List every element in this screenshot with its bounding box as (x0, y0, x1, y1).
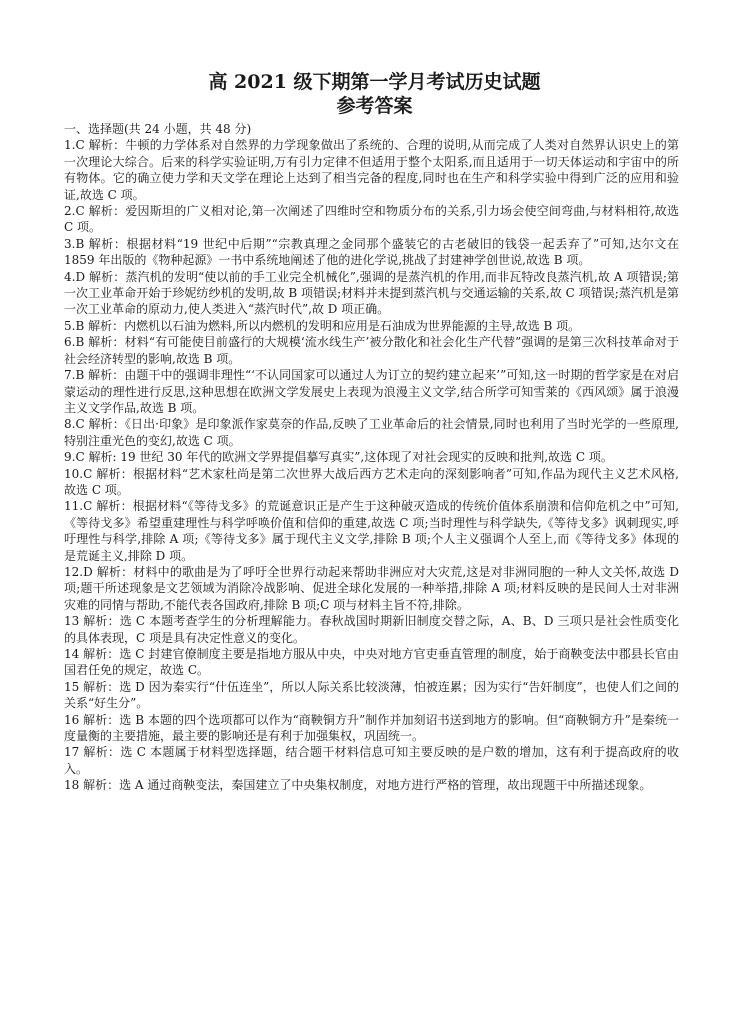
answer-number: 10.C (64, 466, 93, 481)
answer-number: 2.C (64, 204, 85, 219)
answer-explanation: 本题属于材料型选择题，结合题干材料信息可知主要反映的是户数的增加，这有利于提高政府的收入。 (64, 745, 679, 776)
answer-number: 14 解析：选 C (64, 647, 145, 661)
answer-item (64, 613, 679, 646)
answer-explanation: 解析：材料“有可能使目前盛行的大规模‘流水线生产’被分散化和社会化生产代替”强调的是第三次科技革命对于社会经济转型的影响,故选 B 项。 (64, 335, 679, 366)
answer-explanation: 解析：根据材料“《等待戈多》的荒诞意识正是产生于这种破灭造成的传统价值体系崩溃和信仰危机之中”可知,《等待戈多》希望重建理性与科学呼唤价值和信仰的重建,故选 C 项;当时理性与科学缺失,《等待戈多》讽刺现实,呼吁理性与科学,排除 A 项;《等待戈多》属于现代主义文学,排除 B 项;个人主义强调个人至上,而《等待戈多》体现的是荒诞主义,排除 D 项。 (64, 499, 679, 563)
answer-item (64, 498, 679, 564)
answer-item (64, 646, 679, 679)
answer-item (64, 236, 679, 269)
answer-explanation: 解析：由题干中的强调非理性“‘不认同国家可以通过人为订立的契约建立起来’”可知,这一时期的哲学家是在对启蒙运动的理性进行反思,这种思想在欧洲文学发展史上表现为浪漫主义文学,结合所学可知雪莱的《西风颂》属于浪漫主义文学作品,故选 B 项。 (64, 368, 679, 415)
answer-item (64, 137, 679, 203)
answer-explanation: 封建官僚制度主要是指地方服从中央，中央对地方官吏垂直管理的制度，始于商鞅变法中郡县长官由国君任免的规定，故选 C。 (64, 647, 679, 678)
answer-number: 18 解析：选 A (64, 778, 144, 793)
answer-number: 15 解析：选 D (64, 679, 145, 694)
answer-explanation: 解析：蒸汽机的发明“使以前的手工业完全机械化”,强调的是蒸汽机的作用,而非瓦特改良蒸汽机,故 A 项错误;第一次工业革命开始于珍妮纺纱机的发明,故 B 项错误;材料并未提到蒸汽机与交通运输的关系,故 C 项错误;蒸汽机是第一次工业革命的原动力,使人类进入“蒸汽时代”,故 D 项正确。 (64, 269, 679, 317)
answer-number: 17 解析：选 C (64, 745, 146, 760)
answer-item (64, 777, 679, 793)
answer-number: 9.C (64, 450, 85, 465)
answer-explanation: 解析：内燃机以石油为燃料,所以内燃机的发明和应用是石油成为世界能源的主导,故选 B 项。 (84, 318, 581, 333)
answer-number: 16 解析：选 B (64, 712, 145, 727)
answer-explanation: 因为秦实行“什伍连坐”，所以人际关系比较淡薄，怕被连累；因为实行“告奸制度”，也使人们之间的关系“好生分”。 (64, 679, 679, 711)
answer-item (64, 367, 679, 416)
answer-explanation: 通过商鞅变法，秦国建立了中央集权制度，对地方进行严格的管理，故出现题干中所描述现象。 (143, 778, 652, 793)
answer-item (64, 318, 679, 334)
answer-explanation: 解析：材料中的歌曲是为了呼吁全世界行动起来帮助非洲应对大灾荒,这是对非洲同胞的一种人文关怀,故选 D 项;题干所述现象是文艺领域为消除冷战影响、促进全球化发展的一种举措,排除 A 项;材料反映的是民间人士对非洲灾难的同情与帮助,不能代表各国政府,排除 B 项;C 项与材料主旨不符,排除。 (64, 564, 679, 612)
answer-item (64, 416, 679, 449)
answer-number: 12.D (64, 564, 93, 579)
answer-item (64, 203, 679, 236)
answer-number: 3.B (64, 236, 85, 251)
answer-explanation: 本题考查学生的分析理解能力。春秋战国时期新旧制度交替之际，A、B、D 三项只是社会性质变化的具体表现，C 项是具有决定性意义的变化。 (64, 614, 679, 645)
answer-item (64, 744, 679, 777)
answer-explanation: 解析：根据材料“艺术家杜尚是第二次世界大战后西方艺术走向的深刻影响者”可知,作品为现代主义艺术风格,故选 C 项。 (64, 466, 679, 497)
answer-number: 8.C (64, 417, 85, 432)
answer-item (64, 449, 679, 465)
answer-item (64, 564, 679, 613)
answer-explanation: 解析：根据材料“19 世纪中后期”“宗教真理之金同那个盛装它的古老破旧的钱袋一起丢弃了”可知,达尔文在 1859 年出版的《物种起源》一书中系统地阐述了他的进化学说,挑战了封建神学创世说,故选 B 项。 (64, 236, 679, 268)
answer-sheet-page (64, 70, 679, 794)
answer-number: 11.C (64, 499, 93, 514)
answer-explanation: 解析：牛顿的力学体系对自然界的力学现象做出了系统的、合理的说明,从而完成了人类对自然界认识史上的第一次理论大综合。后来的科学实验证明,万有引力定律不但适用于整个太阳系,而且适用于一切天体运动和宇宙中的所有物体。它的确立使力学和天文学在理论上达到了相当完备的程度,同时也在生产和科学实验中得到广泛的应用和验证,故选 C 项。 (64, 138, 679, 202)
answer-number: 4.D (64, 269, 86, 284)
section-heading: 一、选择题(共 24 小题，共 48 分) (64, 122, 252, 136)
answer-number: 1.C (64, 138, 85, 153)
answer-explanation: 解析：《日出·印象》是印象派作家莫奈的作品,反映了工业革命后的社会情景,同时也利用了当时光学的一些原理,特别注重光色的变幻,故选 C 项。 (64, 417, 679, 448)
answer-item (64, 712, 679, 745)
answer-item (64, 679, 679, 712)
answer-number: 13 解析：选 C (64, 614, 146, 629)
answer-item (64, 466, 679, 499)
answer-number: 6.B (64, 335, 85, 350)
answer-number: 5.B (64, 318, 85, 333)
answer-explanation: 解析：爱因斯坦的广义相对论,第一次阐述了四维时空和物质分布的关系,引力场会使空间弯曲,与材料相符,故选 C 项。 (64, 204, 679, 235)
answer-explanation: 本题的四个选项都可以作为“商鞅铜方升”制作并加刻诏书送到地方的影响。但“商鞅铜方升”是秦统一度量衡的主要措施，最主要的影响还是有利于加强集权，巩固统一。 (64, 712, 680, 744)
answer-list (64, 137, 679, 793)
answer-item (64, 334, 679, 367)
page-title: 高 2021 级下期第一学月考试历史试题 (208, 71, 541, 93)
answer-explanation: 解析: 19 世纪 30 年代的欧洲文学界提倡摹写真实”,这体现了对社会现实的反映和批判,故选 C 项。 (84, 450, 613, 465)
page-subtitle: 参考答案 (336, 95, 413, 117)
answer-number: 7.B (64, 368, 85, 383)
answer-item (64, 269, 679, 318)
